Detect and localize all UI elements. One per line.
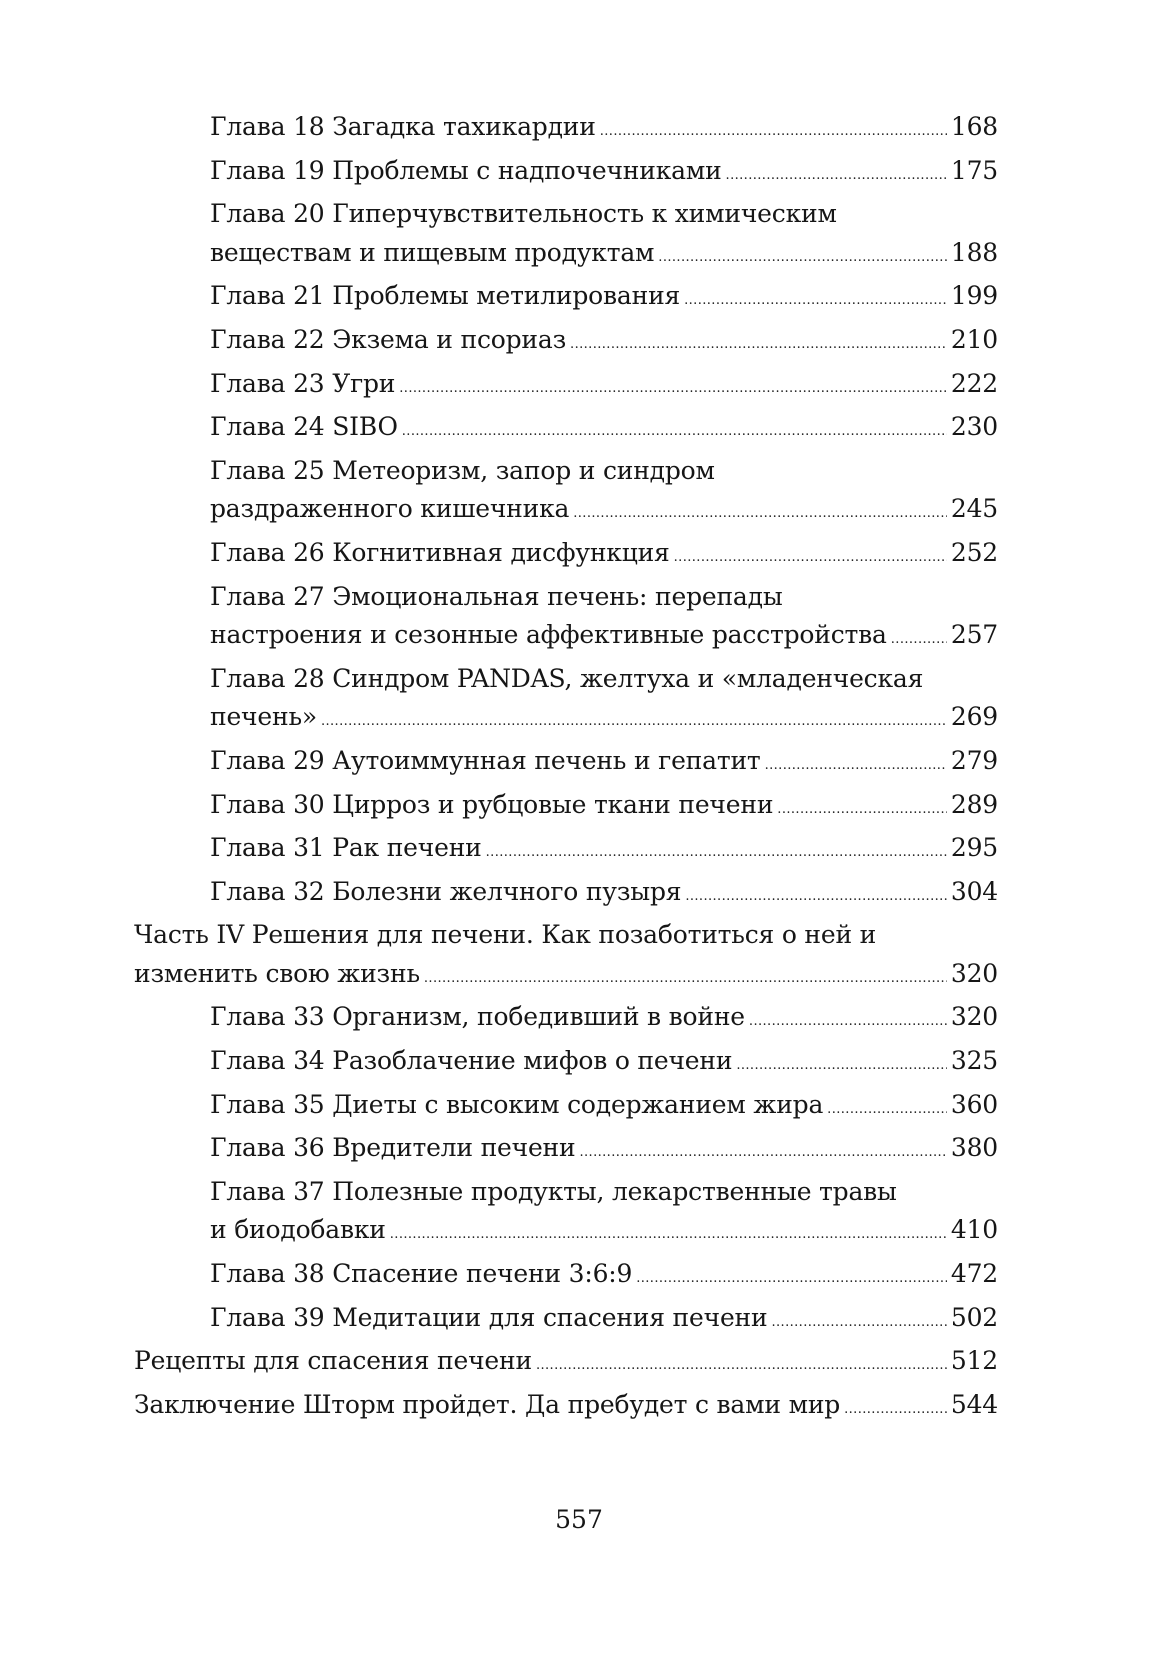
toc-chapter-entry (210, 321, 998, 365)
toc-entry-line (210, 1173, 998, 1212)
toc-page-number: 295 (950, 833, 998, 863)
toc-chapter-entry (210, 1299, 998, 1343)
toc-entry-line (210, 234, 998, 278)
toc-entry-title: Глава 29 Аутоиммунная печень и гепатит (210, 745, 761, 775)
toc-page-number: 410 (950, 1215, 998, 1245)
toc-page-number: 289 (950, 789, 998, 819)
dot-leader (685, 878, 947, 917)
toc-page-number: 325 (950, 1046, 998, 1076)
dot-leader (777, 791, 947, 830)
toc-chapter-entry (210, 873, 998, 917)
toc-entry-title: раздраженного кишечника (210, 494, 570, 524)
toc-entry-line (210, 660, 998, 699)
toc-chapter-entry (210, 452, 998, 534)
toc-entry-line (210, 998, 998, 1042)
toc-chapter-entry (210, 578, 998, 660)
toc-chapter-entry (210, 1255, 998, 1299)
toc-entry-line (134, 1386, 998, 1430)
toc-page-number: 245 (950, 494, 998, 524)
toc-entry-line (210, 578, 998, 617)
toc-entry-line (210, 616, 998, 660)
toc-entry-line (210, 1086, 998, 1130)
toc-page-number: 252 (950, 537, 998, 567)
toc-entry-title: Глава 18 Загадка тахикардии (210, 112, 596, 141)
toc-chapter-entry (210, 1129, 998, 1173)
toc-entry-line (210, 321, 998, 365)
toc-page-number: 279 (950, 745, 998, 775)
toc-page-number: 304 (950, 876, 998, 906)
toc-entry-line (210, 490, 998, 534)
toc-entry-line (210, 108, 998, 152)
toc-entry-title: Глава 33 Организм, победивший в войне (210, 1002, 745, 1032)
toc-page-number: 230 (950, 412, 998, 442)
toc-entry-title: настроения и сезонные аффективные расстройства (210, 620, 887, 650)
toc-entry-title: Глава 25 Метеоризм, запор и синдром (210, 455, 715, 485)
dot-leader (424, 960, 947, 999)
toc-entry-title: Глава 24 SIBO (210, 412, 398, 442)
toc-page-number: 512 (950, 1346, 998, 1376)
toc-entry-title: Глава 28 Синдром PANDAS, желтуха и «младенческая (210, 663, 924, 693)
toc-entry-title: Заключение Шторм пройдет. Да пребудет с вами мир (134, 1389, 841, 1419)
toc-page-number: 472 (950, 1259, 998, 1289)
toc-page-number: 544 (950, 1389, 998, 1419)
toc-entry-line (134, 955, 998, 999)
toc-entry-title: и биодобавки (210, 1215, 386, 1245)
toc-entry-line (210, 1211, 998, 1255)
toc-entry-line (210, 195, 998, 234)
toc-entry-line (210, 698, 998, 742)
toc-chapter-entry (210, 660, 998, 742)
dot-leader (827, 1091, 947, 1130)
toc-entry-line (210, 742, 998, 786)
toc-chapter-entry (210, 1173, 998, 1255)
dot-leader (749, 1003, 947, 1042)
dot-leader (579, 1134, 946, 1173)
toc-chapter-entry (210, 998, 998, 1042)
toc-entry-line (210, 786, 998, 830)
toc-page-number: 257 (950, 620, 998, 650)
page-number: 557 (555, 1505, 603, 1534)
toc-page-number: 199 (950, 281, 998, 311)
toc-page-number: 210 (950, 324, 998, 354)
toc-chapter-entry (210, 195, 998, 277)
toc-entry-line (210, 152, 998, 196)
toc-entry-title: веществам и пищевым продуктам (210, 237, 655, 267)
toc-chapter-entry (210, 786, 998, 830)
toc-entry-title: Глава 31 Рак печени (210, 833, 482, 863)
toc-page-number: 360 (950, 1089, 998, 1119)
dot-leader (771, 1304, 946, 1343)
toc-part-entry (134, 1386, 998, 1430)
dot-leader (765, 747, 947, 786)
toc-entry-line (210, 1042, 998, 1086)
toc-entry-title: Глава 21 Проблемы метилирования (210, 281, 681, 311)
toc-page-number: 320 (950, 958, 998, 988)
toc-entry-line (210, 1299, 998, 1343)
toc-entry-title: изменить свою жизнь (134, 958, 420, 988)
table-of-contents (0, 108, 1158, 1429)
toc-page-number: 175 (950, 155, 998, 185)
dot-leader (321, 703, 947, 742)
toc-entry-title: Глава 35 Диеты с высоким содержанием жира (210, 1089, 824, 1119)
toc-entry-title: Глава 39 Медитации для спасения печени (210, 1302, 768, 1332)
dot-leader (891, 621, 947, 660)
dot-leader (736, 1047, 947, 1086)
toc-entry-title: печень» (210, 702, 317, 732)
toc-entry-line (210, 829, 998, 873)
toc-chapter-entry (210, 1086, 998, 1130)
toc-part-entry (134, 1342, 998, 1386)
toc-entry-line (134, 1342, 998, 1386)
toc-entry-line (210, 534, 998, 578)
toc-page-number: 269 (950, 702, 998, 732)
toc-entry-line (210, 365, 998, 409)
toc-page-number: 380 (950, 1133, 998, 1163)
toc-entry-title: Глава 38 Спасение печени 3:6:9 (210, 1259, 633, 1289)
dot-leader (399, 370, 947, 409)
dot-leader (390, 1216, 947, 1255)
toc-entry-line (210, 1129, 998, 1173)
dot-leader (536, 1347, 947, 1386)
toc-entry-title: Глава 19 Проблемы с надпочечниками (210, 155, 722, 185)
toc-chapter-entry (210, 277, 998, 321)
dot-leader (402, 413, 947, 452)
toc-entry-title: Глава 20 Гиперчувствительность к химическим (210, 199, 837, 229)
toc-entry-title: Глава 22 Экзема и псориаз (210, 324, 567, 354)
toc-entry-title: Глава 36 Вредители печени (210, 1133, 576, 1163)
toc-chapter-entry (210, 742, 998, 786)
toc-entry-title: Глава 23 Угри (210, 368, 396, 398)
toc-entry-title: Глава 30 Цирроз и рубцовые ткани печени (210, 789, 774, 819)
dot-leader (486, 834, 947, 873)
dot-leader (636, 1260, 947, 1299)
toc-chapter-entry (210, 408, 998, 452)
toc-entry-title: Глава 37 Полезные продукты, лекарственные травы (210, 1176, 897, 1206)
toc-chapter-entry (210, 108, 998, 152)
toc-part-entry (134, 916, 998, 998)
toc-chapter-entry (210, 829, 998, 873)
dot-leader (726, 157, 947, 196)
toc-chapter-entry (210, 534, 998, 578)
toc-entry-title: Рецепты для спасения печени (134, 1346, 532, 1376)
toc-page-number: 168 (950, 112, 998, 141)
toc-chapter-entry (210, 152, 998, 196)
toc-entry-title: Глава 32 Болезни желчного пузыря (210, 876, 682, 906)
toc-entry-title: Часть IV Решения для печени. Как позаботиться о ней и (134, 920, 877, 950)
toc-entry-line (210, 452, 998, 491)
toc-entry-title: Глава 34 Разоблачение мифов о печени (210, 1046, 733, 1076)
toc-chapter-entry (210, 1042, 998, 1086)
dot-leader (600, 113, 947, 152)
toc-entry-line (210, 277, 998, 321)
dot-leader (844, 1391, 947, 1430)
toc-page-number: 502 (950, 1302, 998, 1332)
dot-leader (573, 495, 947, 534)
toc-entry-line (134, 916, 998, 955)
toc-entry-title: Глава 26 Когнитивная дисфункция (210, 537, 670, 567)
dot-leader (570, 326, 947, 365)
toc-entry-line (210, 1255, 998, 1299)
toc-chapter-entry (210, 365, 998, 409)
toc-entry-title: Глава 27 Эмоциональная печень: перепады (210, 581, 783, 611)
dot-leader (684, 282, 947, 321)
toc-page-number: 188 (950, 237, 998, 267)
dot-leader (658, 239, 947, 278)
toc-page-number: 320 (950, 1002, 998, 1032)
toc-entry-line (210, 408, 998, 452)
dot-leader (674, 539, 947, 578)
toc-entry-line (210, 873, 998, 917)
toc-page-number: 222 (950, 368, 998, 398)
